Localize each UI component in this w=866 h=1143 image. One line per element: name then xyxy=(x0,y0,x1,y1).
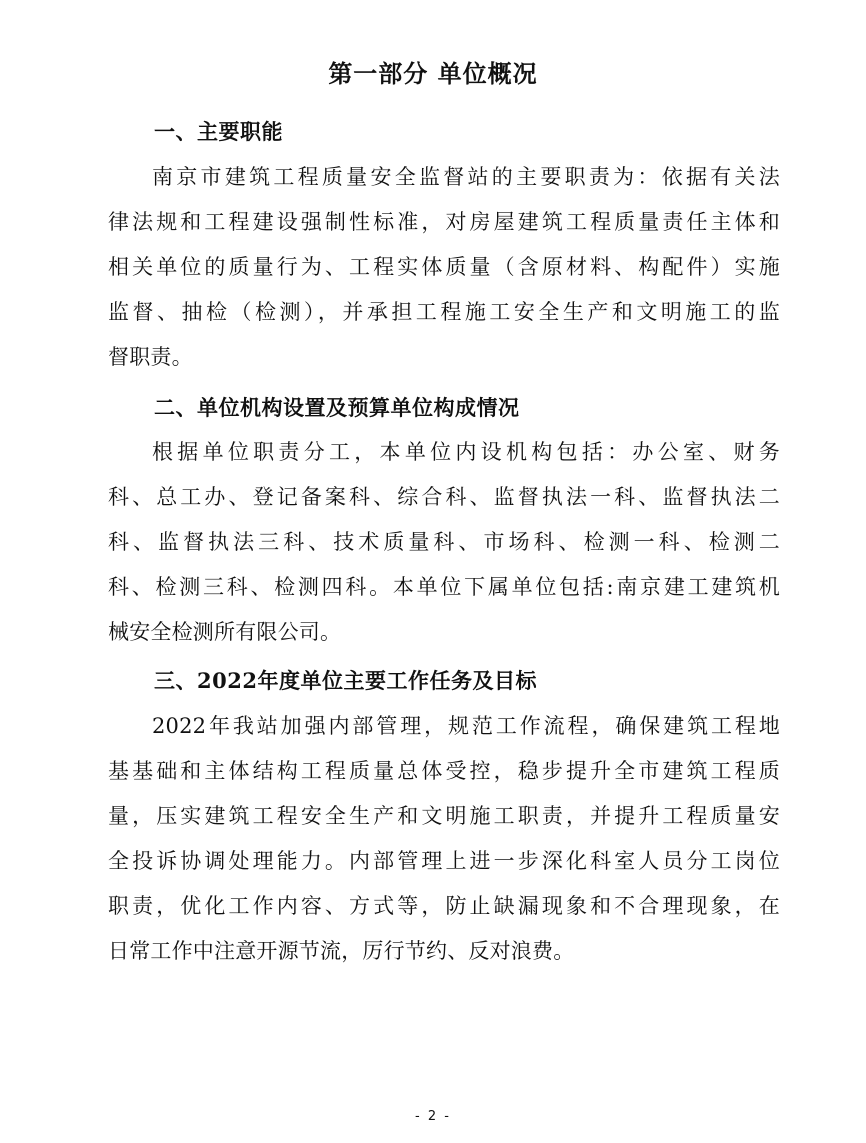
section-body-2022-tasks xyxy=(108,704,780,974)
page-number: - 2 - xyxy=(415,1109,451,1124)
section-body-organization xyxy=(108,430,780,655)
paragraph-line: 监督、抽检（检测），并承担工程施工安全生产和文明施工的监 xyxy=(108,300,780,324)
paragraph-line: 日常工作中注意开源节流，厉行节约、反对浪费。 xyxy=(108,939,575,963)
page-title: 第一部分 单位概况 xyxy=(328,59,538,88)
paragraph-line: 械安全检测所有限公司。 xyxy=(108,620,342,644)
section-heading-main-functions: 一、主要职能 xyxy=(154,119,283,144)
paragraph-line: 量，压实建筑工程安全生产和文明施工职责，并提升工程质量安 xyxy=(108,804,780,828)
paragraph-line: 职责，优化工作内容、方式等，防止缺漏现象和不合理现象，在 xyxy=(108,894,780,918)
paragraph-line: 南京市建筑工程质量安全监督站的主要职责为：依据有关法 xyxy=(152,165,780,189)
paragraph-line: 全投诉协调处理能力。内部管理上进一步深化科室人员分工岗位 xyxy=(108,849,780,873)
paragraph-line: 相关单位的质量行为、工程实体质量（含原材料、构配件）实施 xyxy=(108,255,780,279)
section-heading-2022-tasks: 三、2022年度单位主要工作任务及目标 xyxy=(154,668,537,693)
paragraph-line: 科、监督执法三科、技术质量科、市场科、检测一科、检测二 xyxy=(108,530,780,554)
paragraph-line: 2022年我站加强内部管理，规范工作流程，确保建筑工程地 xyxy=(152,714,780,738)
section-body-main-functions xyxy=(108,155,780,380)
paragraph-line: 科、检测三科、检测四科。本单位下属单位包括:南京建工建筑机 xyxy=(108,575,780,599)
paragraph-line: 根据单位职责分工，本单位内设机构包括：办公室、财务 xyxy=(152,440,780,464)
paragraph-line: 督职责。 xyxy=(108,345,193,369)
paragraph-line: 基基础和主体结构工程质量总体受控，稳步提升全市建筑工程质 xyxy=(108,759,780,783)
section-heading-organization: 二、单位机构设置及预算单位构成情况 xyxy=(154,395,520,420)
paragraph-line: 科、总工办、登记备案科、综合科、监督执法一科、监督执法二 xyxy=(108,485,780,509)
paragraph-line: 律法规和工程建设强制性标准，对房屋建筑工程质量责任主体和 xyxy=(108,210,780,234)
